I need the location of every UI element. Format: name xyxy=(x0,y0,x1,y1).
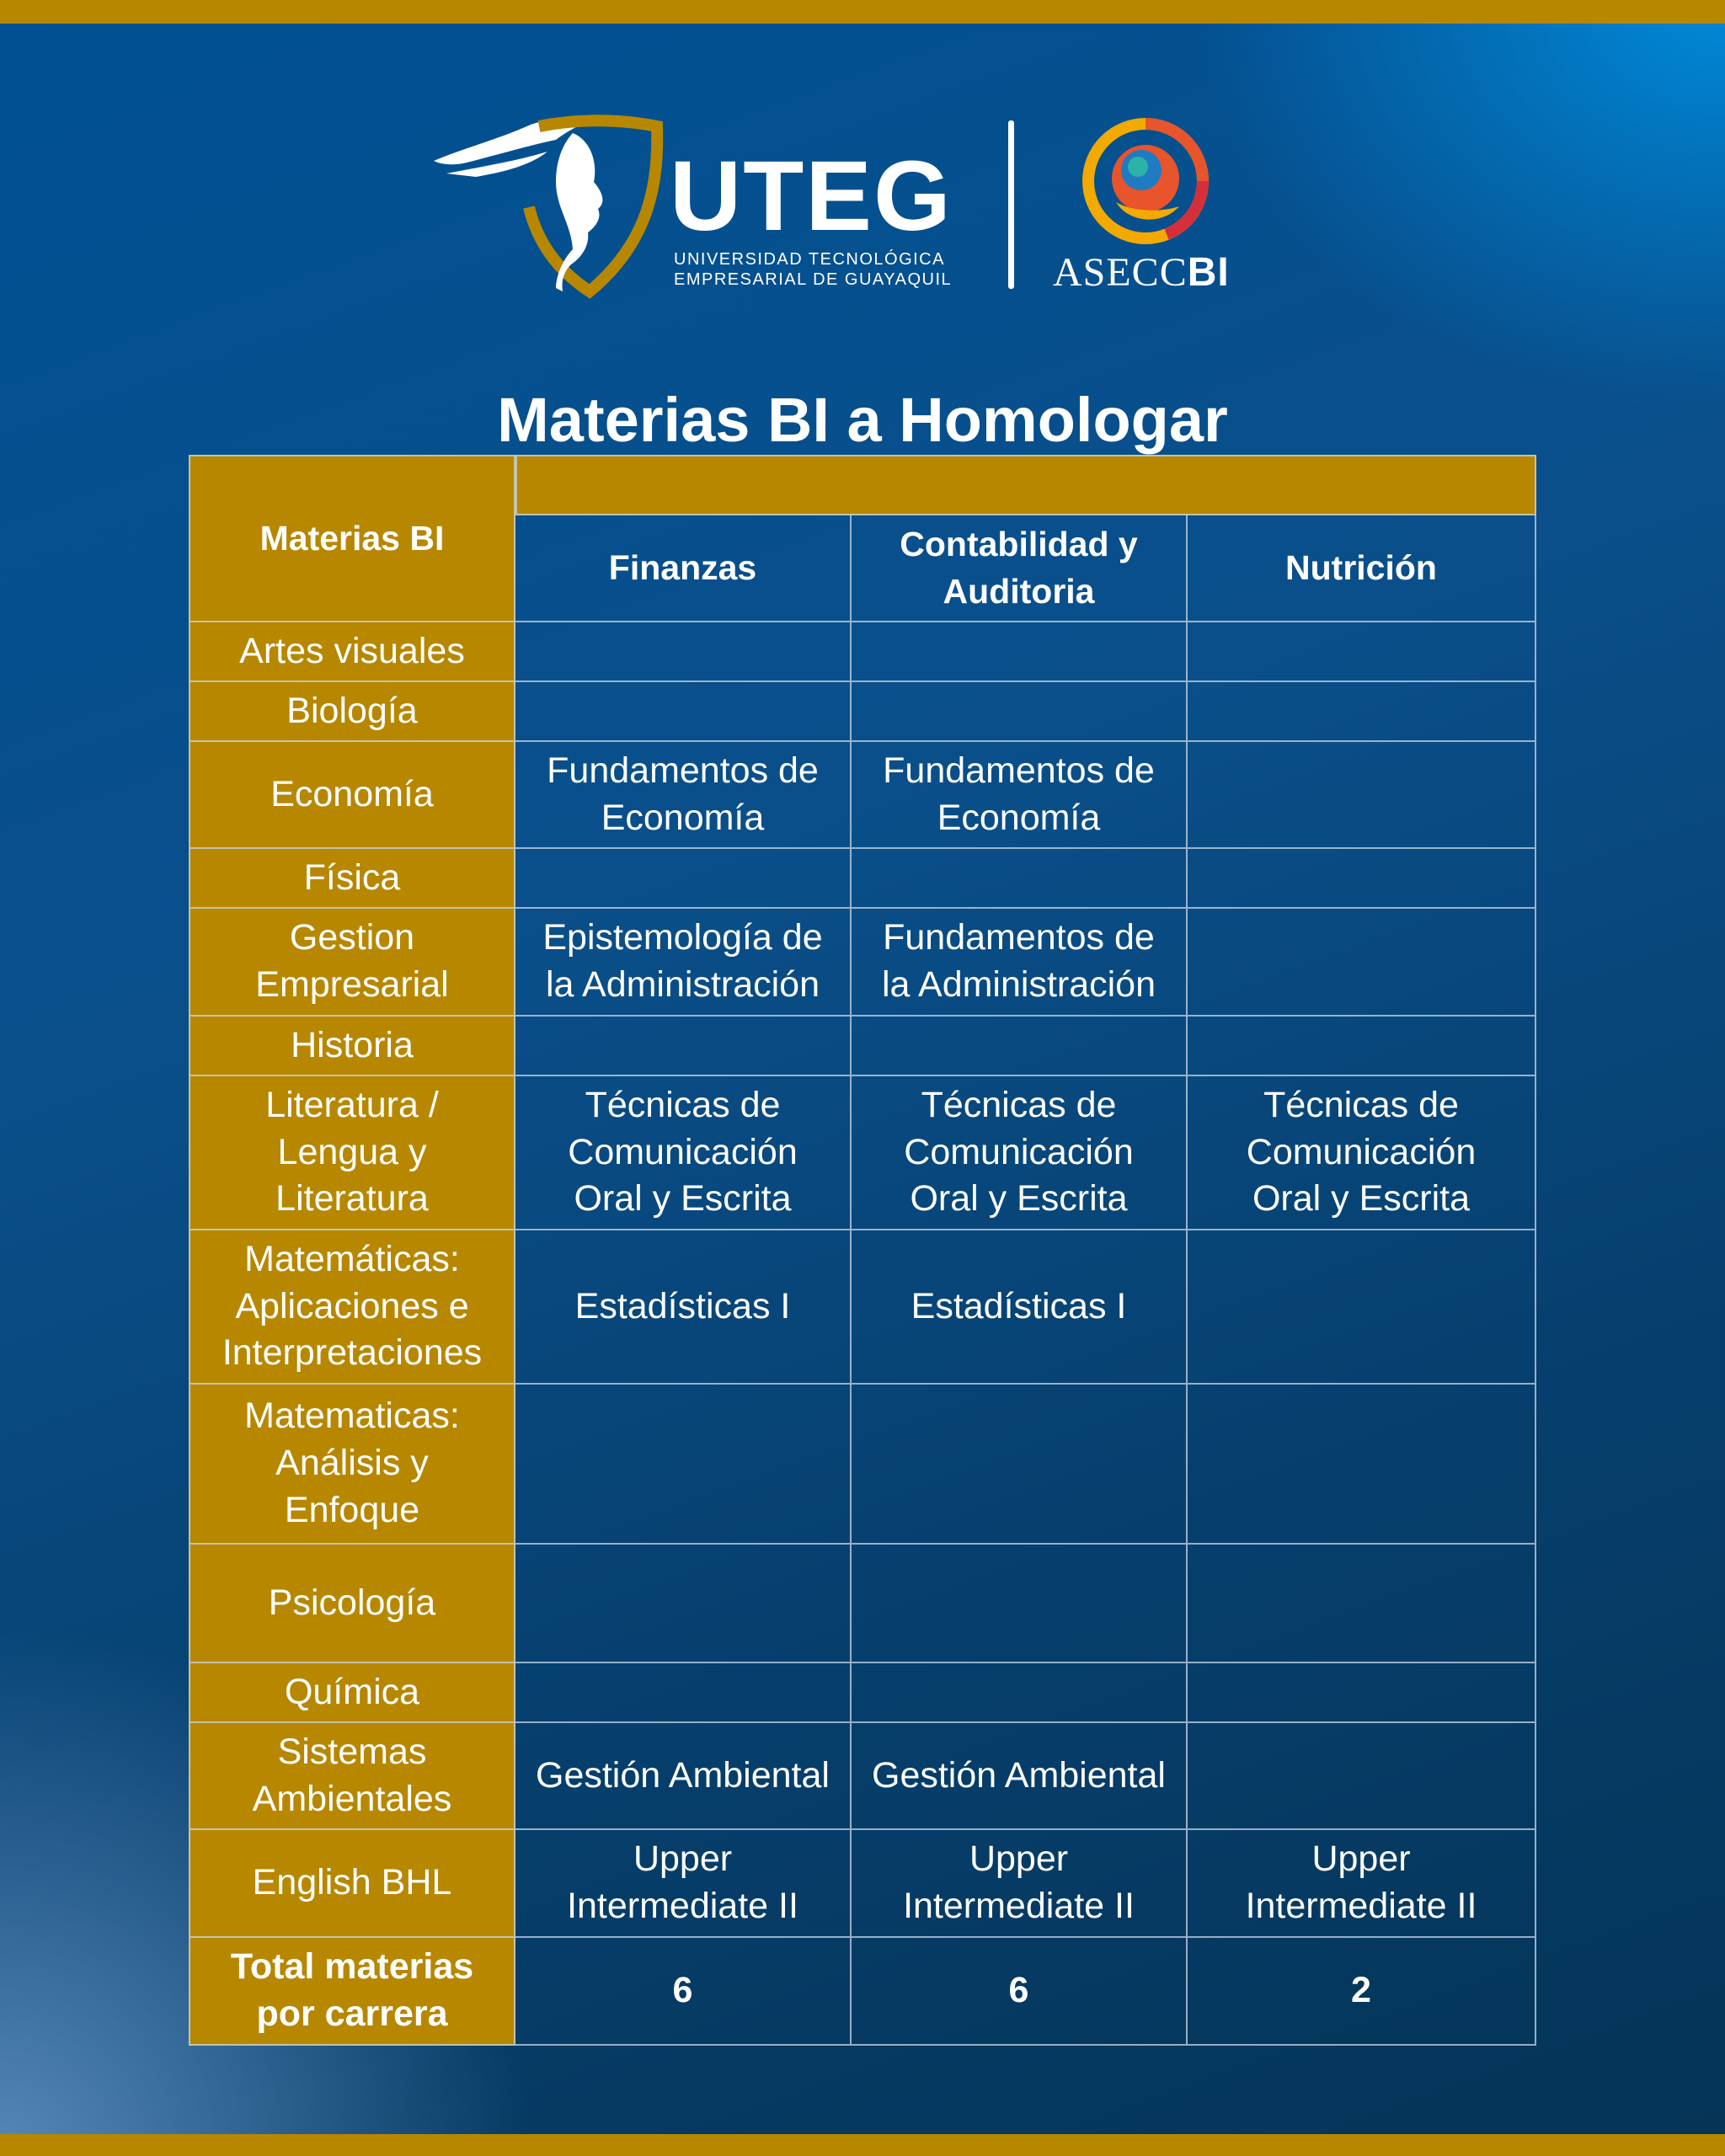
homologation-table xyxy=(189,455,1536,2051)
row-subject: Matematicas: Análisis y Enfoque xyxy=(189,1385,515,1545)
table-cell xyxy=(1188,742,1536,849)
asecc-wordmark-regular: ASECC xyxy=(1053,250,1188,295)
table-cell xyxy=(1188,1663,1536,1723)
asecc-wordmark-bold: BI xyxy=(1187,250,1230,295)
table-cell: Upper Intermediate II xyxy=(1188,1830,1536,1938)
table-cell: Fundamentos de la Administración xyxy=(852,909,1188,1017)
row-subject: Biología xyxy=(189,682,515,742)
table-cell xyxy=(1188,1385,1536,1545)
top-gold-stripe xyxy=(0,0,1725,24)
table-cell xyxy=(1188,1230,1536,1385)
table-cell xyxy=(1188,909,1536,1017)
total-value-nutricion: 2 xyxy=(1188,1938,1536,2046)
table-cell xyxy=(515,849,852,909)
row-subject: English BHL xyxy=(189,1830,515,1938)
logo-divider xyxy=(1008,120,1014,289)
row-subject: Matemáticas: Aplicaciones e Interpretaciones xyxy=(189,1230,515,1385)
header-gold-banner xyxy=(515,455,1536,515)
row-subject: Economía xyxy=(189,742,515,849)
total-value-finanzas: 6 xyxy=(515,1938,852,2046)
header-col-nutricion: Nutrición xyxy=(1188,515,1536,622)
table-cell xyxy=(852,849,1188,909)
table-cell xyxy=(852,1017,1188,1076)
asecc-circle-emblem-icon xyxy=(1082,118,1209,244)
row-subject: Gestion Empresarial xyxy=(189,909,515,1017)
total-value-contabilidad: 6 xyxy=(852,1938,1188,2046)
table-cell: Gestión Ambiental xyxy=(515,1723,852,1830)
header-col-finanzas: Finanzas xyxy=(515,515,852,622)
table-cell xyxy=(515,1017,852,1076)
table-cell xyxy=(852,1545,1188,1663)
row-subject: Literatura / Lengua y Literatura xyxy=(189,1076,515,1230)
asecc-wordmark xyxy=(1053,250,1230,295)
table-cell: Epistemología de la Administración xyxy=(515,909,852,1017)
table-cell xyxy=(515,1385,852,1545)
table-cell xyxy=(1188,1723,1536,1830)
row-subject: Química xyxy=(189,1663,515,1723)
table-cell: Estadísticas I xyxy=(515,1230,852,1385)
table-cell xyxy=(1188,1545,1536,1663)
total-label: Total materias por carrera xyxy=(189,1938,515,2046)
header-col-contabilidad: Contabilidad y Auditoria xyxy=(852,515,1188,622)
uteg-subtitle-line2: EMPRESARIAL DE GUAYAQUIL xyxy=(674,270,953,289)
table-cell xyxy=(1188,682,1536,742)
table-cell: Técnicas de Comunicación Oral y Escrita xyxy=(852,1076,1188,1230)
table-cell: Técnicas de Comunicación Oral y Escrita xyxy=(515,1076,852,1230)
table-cell xyxy=(515,1545,852,1663)
table-cell xyxy=(515,682,852,742)
table-cell xyxy=(515,1663,852,1723)
table-cell xyxy=(1188,849,1536,909)
uteg-subtitle-line1: UNIVERSIDAD TECNOLÓGICA xyxy=(674,250,945,269)
table-cell: Fundamentos de Economía xyxy=(515,742,852,849)
row-subject: Sistemas Ambientales xyxy=(189,1723,515,1830)
table-cell xyxy=(852,1663,1188,1723)
table-cell: Upper Intermediate II xyxy=(515,1830,852,1938)
uteg-shield-emblem-icon xyxy=(430,115,674,308)
row-subject: Historia xyxy=(189,1017,515,1076)
table-cell xyxy=(852,622,1188,682)
header-materias-bi: Materias BI xyxy=(189,455,515,622)
table-cell xyxy=(515,622,852,682)
asecc-logo xyxy=(1053,118,1230,295)
table-cell: Upper Intermediate II xyxy=(852,1830,1188,1938)
table-cell: Gestión Ambiental xyxy=(852,1723,1188,1830)
row-subject: Física xyxy=(189,849,515,909)
uteg-logo xyxy=(430,115,953,308)
table-cell: Fundamentos de Economía xyxy=(852,742,1188,849)
table-cell: Estadísticas I xyxy=(852,1230,1188,1385)
row-subject: Artes visuales xyxy=(189,622,515,682)
table-cell xyxy=(852,1385,1188,1545)
table-cell xyxy=(1188,622,1536,682)
uteg-wordmark: UTEG xyxy=(670,141,953,252)
table-cell xyxy=(1188,1017,1536,1076)
page-title: Materias BI a Homologar xyxy=(497,384,1228,455)
bottom-gold-stripe xyxy=(0,2134,1725,2156)
table-cell: Técnicas de Comunicación Oral y Escrita xyxy=(1188,1076,1536,1230)
table-cell xyxy=(852,682,1188,742)
row-subject: Psicología xyxy=(189,1545,515,1663)
